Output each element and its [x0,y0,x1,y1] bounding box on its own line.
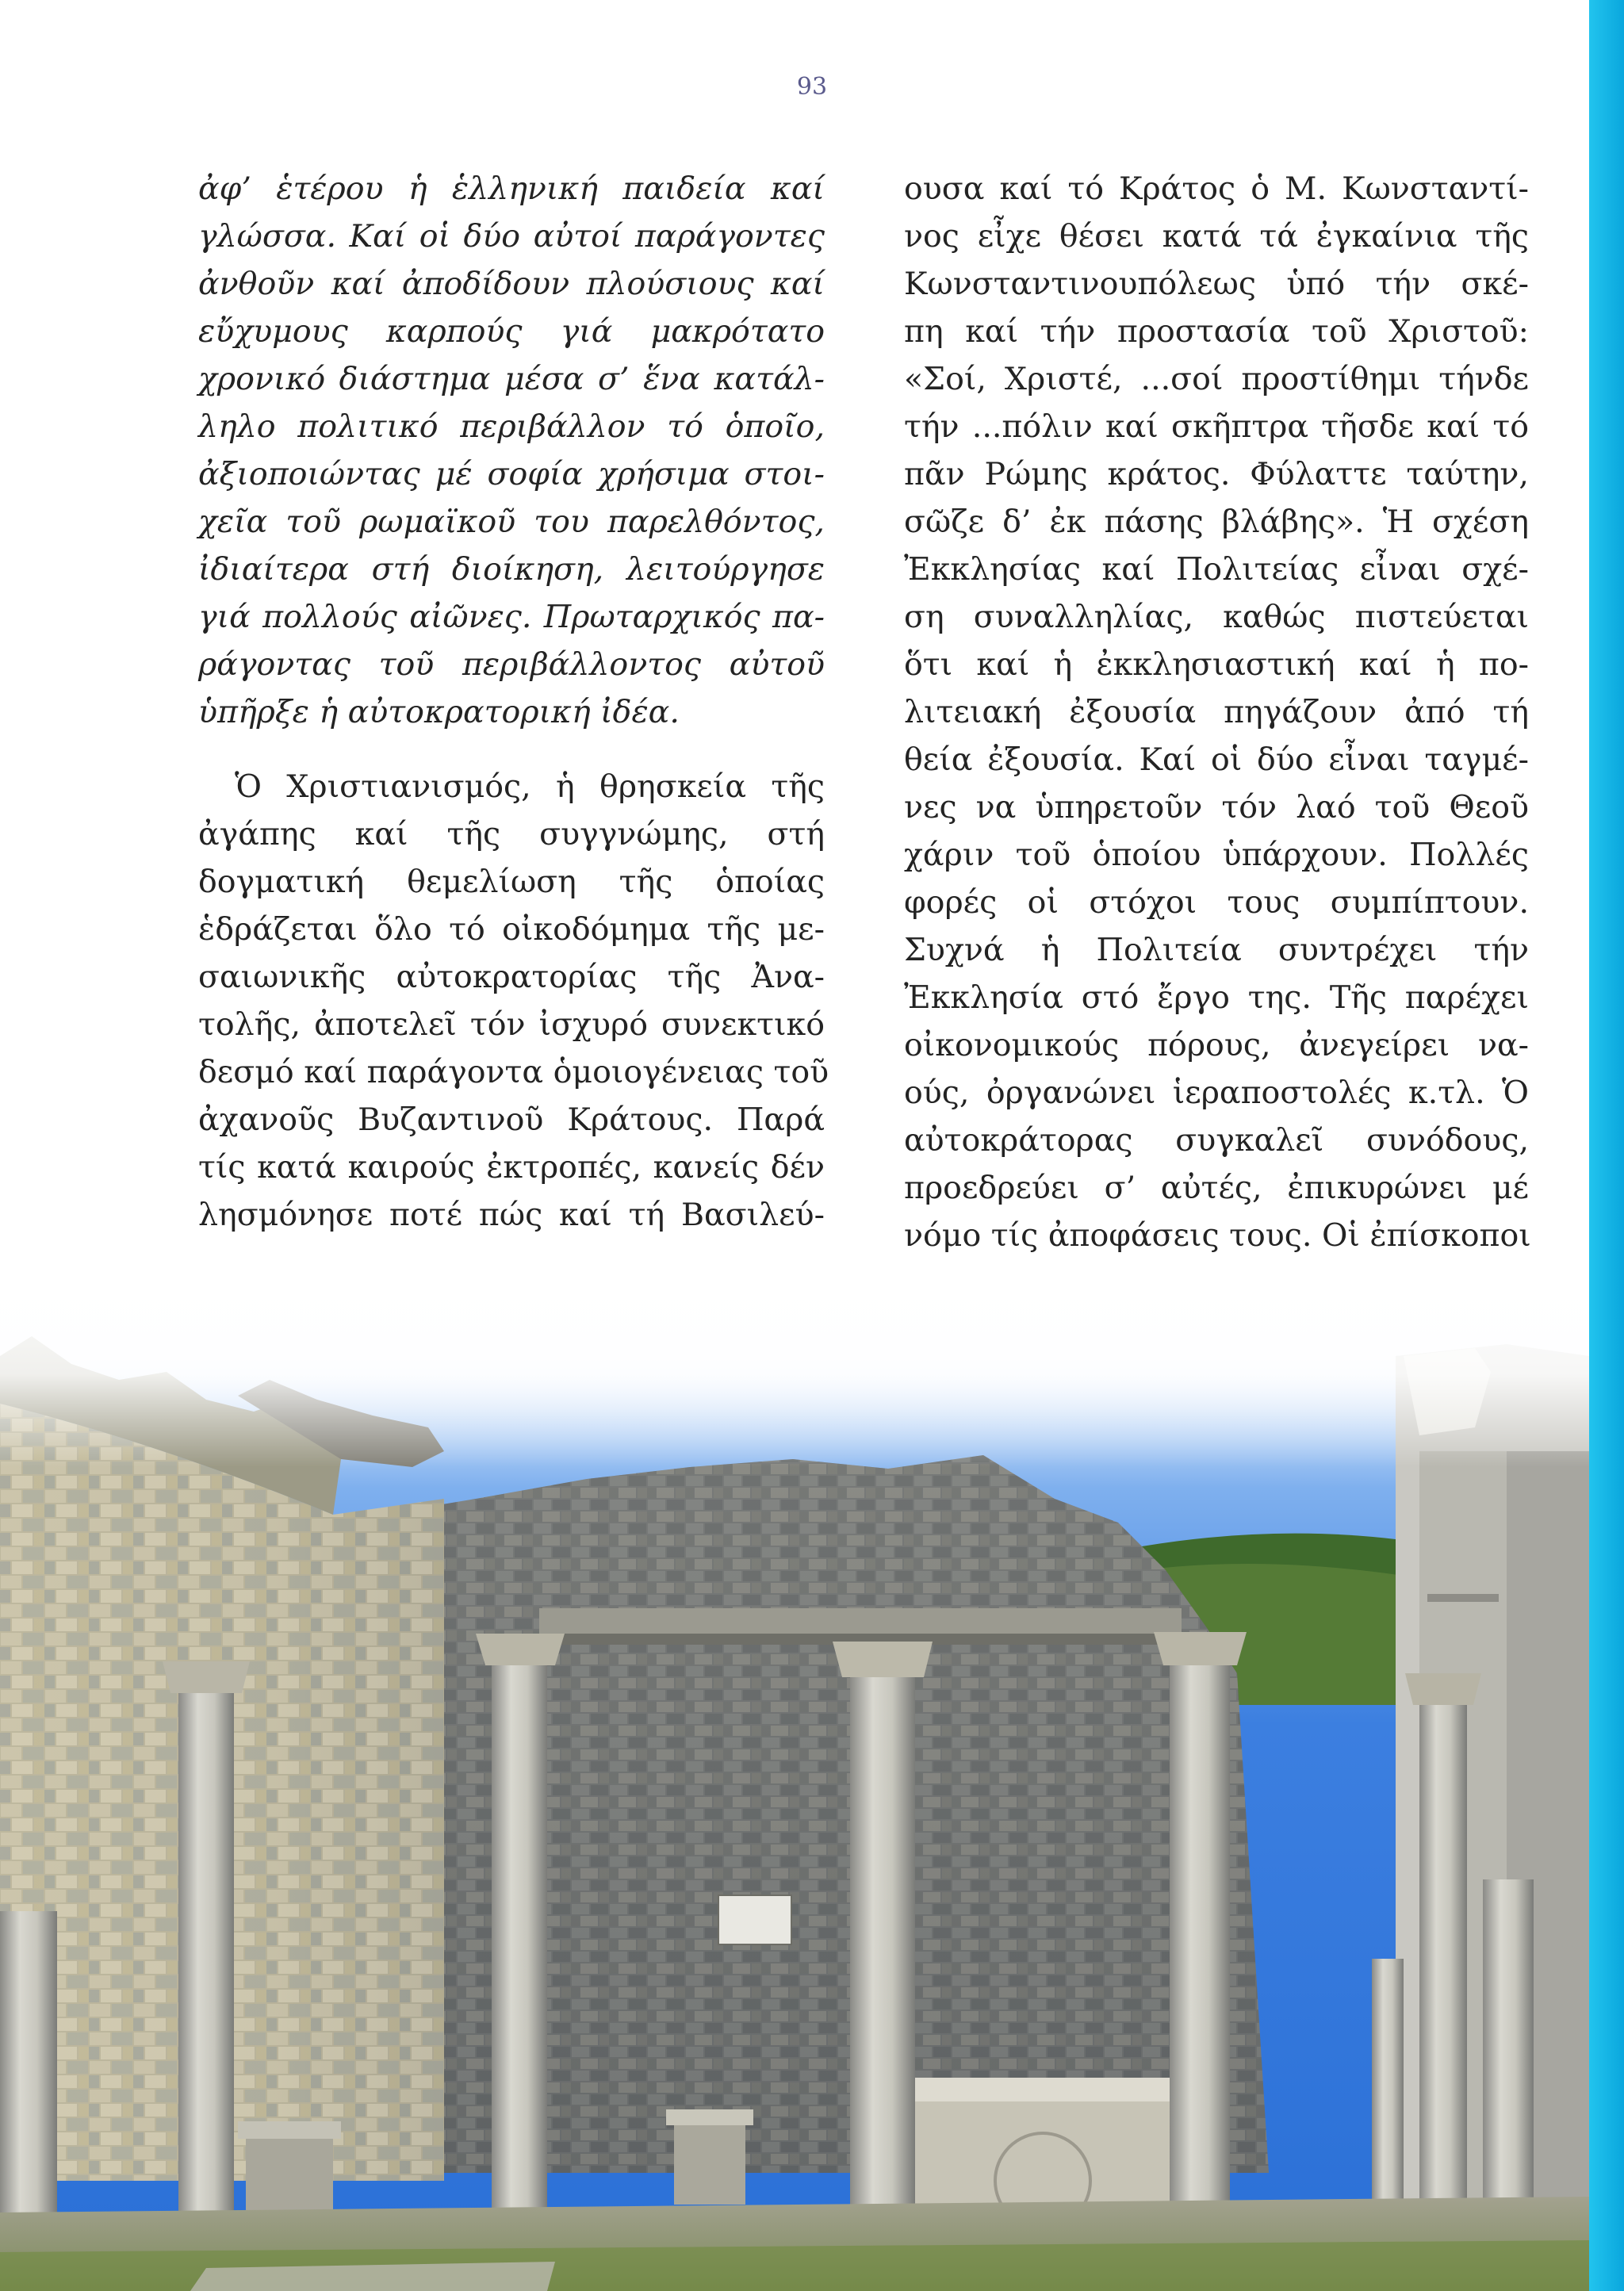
text-line: ἀφ’ ἑτέρου ἡ ἑλληνική παιδεία καί [198,170,825,207]
text-line: Κωνσταντινουπόλεως ὑπό τήν σκέ- [904,266,1529,302]
ruins-photograph [0,1261,1589,2291]
text-line: Συχνά ἡ Πολιτεία συντρέχει τήν [904,932,1529,968]
text-line: γλώσσα. Καί οἱ δύο αὐτοί παράγοντες [198,218,825,255]
text-line: ἑδράζεται ὅλο τό οἰκοδόμημα τῆς με- [198,911,825,948]
text-line: δεσμό καί παράγοντα ὁμοιογένειας τοῦ [198,1054,829,1090]
text-line: ση συναλληλίας, καθώς πιστεύεται [904,599,1529,635]
text-line: λιτειακή ἐξουσία πηγάζουν ἀπό τή [904,694,1529,730]
text-line: Ἐκκλησία στό ἔργο της. Τῆς παρέχει [904,979,1529,1016]
text-line: ἀγάπης καί τῆς συγγνώμης, στή [198,816,825,852]
left-text-column [198,165,829,1239]
text-line: τήν ...πόλιν καί σκῆπτρα τῆσδε καί τό [904,408,1529,445]
text-line: γιά πολλούς αἰῶνες. Πρωταρχικός πα- [198,599,825,635]
italic-paragraph [198,165,825,736]
text-line: πη καί τήν προστασία τοῦ Χριστοῦ: [904,313,1529,350]
text-line: σῶζε δ’ ἐκ πάσης βλάβης». Ἡ σχέση [904,504,1529,540]
text-line: φορές οἱ στόχοι τους συμπίπτουν. [904,884,1529,921]
text-line: νες να ὑπηρετοῦν τόν λαό τοῦ Θεοῦ [904,789,1529,826]
text-line: ὑπῆρξε ἡ αὐτοκρατορική ἰδέα. [198,694,680,730]
text-line: ἀξιοποιώντας μέ σοφία χρήσιμα στοι- [198,456,825,492]
text-line: προεδρεύει σ’ αὐτές, ἐπικυρώνει μέ [904,1170,1529,1206]
text-line: ἀχανοῦς Βυζαντινοῦ Κράτους. Παρά [198,1101,825,1138]
text-line: θεία ἐξουσία. Καί οἱ δύο εἶναι ταγμέ- [904,741,1529,778]
text-line: τολῆς, ἀποτελεῖ τόν ἰσχυρό συνεκτικό [198,1006,825,1043]
text-line: δογματική θεμελίωση τῆς ὁποίας [198,864,825,900]
text-line: ὅτι καί ἡ ἐκκλησιαστική καί ἡ πο- [904,646,1529,683]
text-line: ράγοντας τοῦ περιβάλλοντος αὐτοῦ [198,646,825,683]
text-line: οἰκονομικούς πόρους, ἀνεγείρει να- [904,1027,1529,1063]
text-line: λησμόνησε ποτέ πώς καί τή Βασιλεύ- [198,1197,825,1233]
text-line: ούς, ὀργανώνει ἱεραποστολές κ.τλ. Ὁ [904,1075,1529,1111]
text-line: νόμο τίς ἀποφάσεις τους. Οἱ ἐπίσκοποι [904,1217,1531,1254]
text-line: χεῖα τοῦ ρωμαϊκοῦ του παρελθόντος, [198,504,825,540]
text-line: εὔχυμους καρπούς γιά μακρότατο [198,313,825,350]
text-line: ληλο πολιτικό περιβάλλον τό ὁποῖο, [198,408,825,445]
text-line: ουσα καί τό Κράτος ὁ Μ. Κωνσταντί- [904,170,1529,207]
page-number: 93 [796,73,828,101]
text-line: χρονικό διάστημα μέσα σ’ ἕνα κατάλ- [198,361,825,397]
text-line: χάριν τοῦ ὁποίου ὑπάρχουν. Πολλές [904,837,1529,873]
edge-color-bar [1589,0,1624,2291]
text-line: σαιωνικῆς αὐτοκρατορίας τῆς Ἀνα- [198,959,825,995]
text-line: νος εἶχε θέσει κατά τά ἐγκαίνια τῆς [904,218,1529,255]
text-line: τίς κατά καιρούς ἐκτροπές, κανείς δέν [198,1149,825,1186]
right-text-column [904,165,1529,1259]
text-line: ἰδιαίτερα στή διοίκηση, λειτούργησε [198,551,825,588]
text-line: αὐτοκράτορας συγκαλεῖ συνόδους, [904,1122,1529,1159]
christianity-paragraph [198,763,829,1239]
text-line: ἀνθοῦν καί ἀποδίδουν πλούσιους καί [198,266,825,302]
text-line: Ὁ Χριστιανισμός, ἡ θρησκεία τῆς [235,768,825,805]
text-line: Ἐκκλησίας καί Πολιτείας εἶναι σχέ- [904,551,1529,588]
text-line: «Σοί, Χριστέ, ...σοί προστίθημι τήνδε [904,361,1529,397]
text-line: πᾶν Ρώμης κράτος. Φύλαττε ταύτην, [904,456,1529,492]
